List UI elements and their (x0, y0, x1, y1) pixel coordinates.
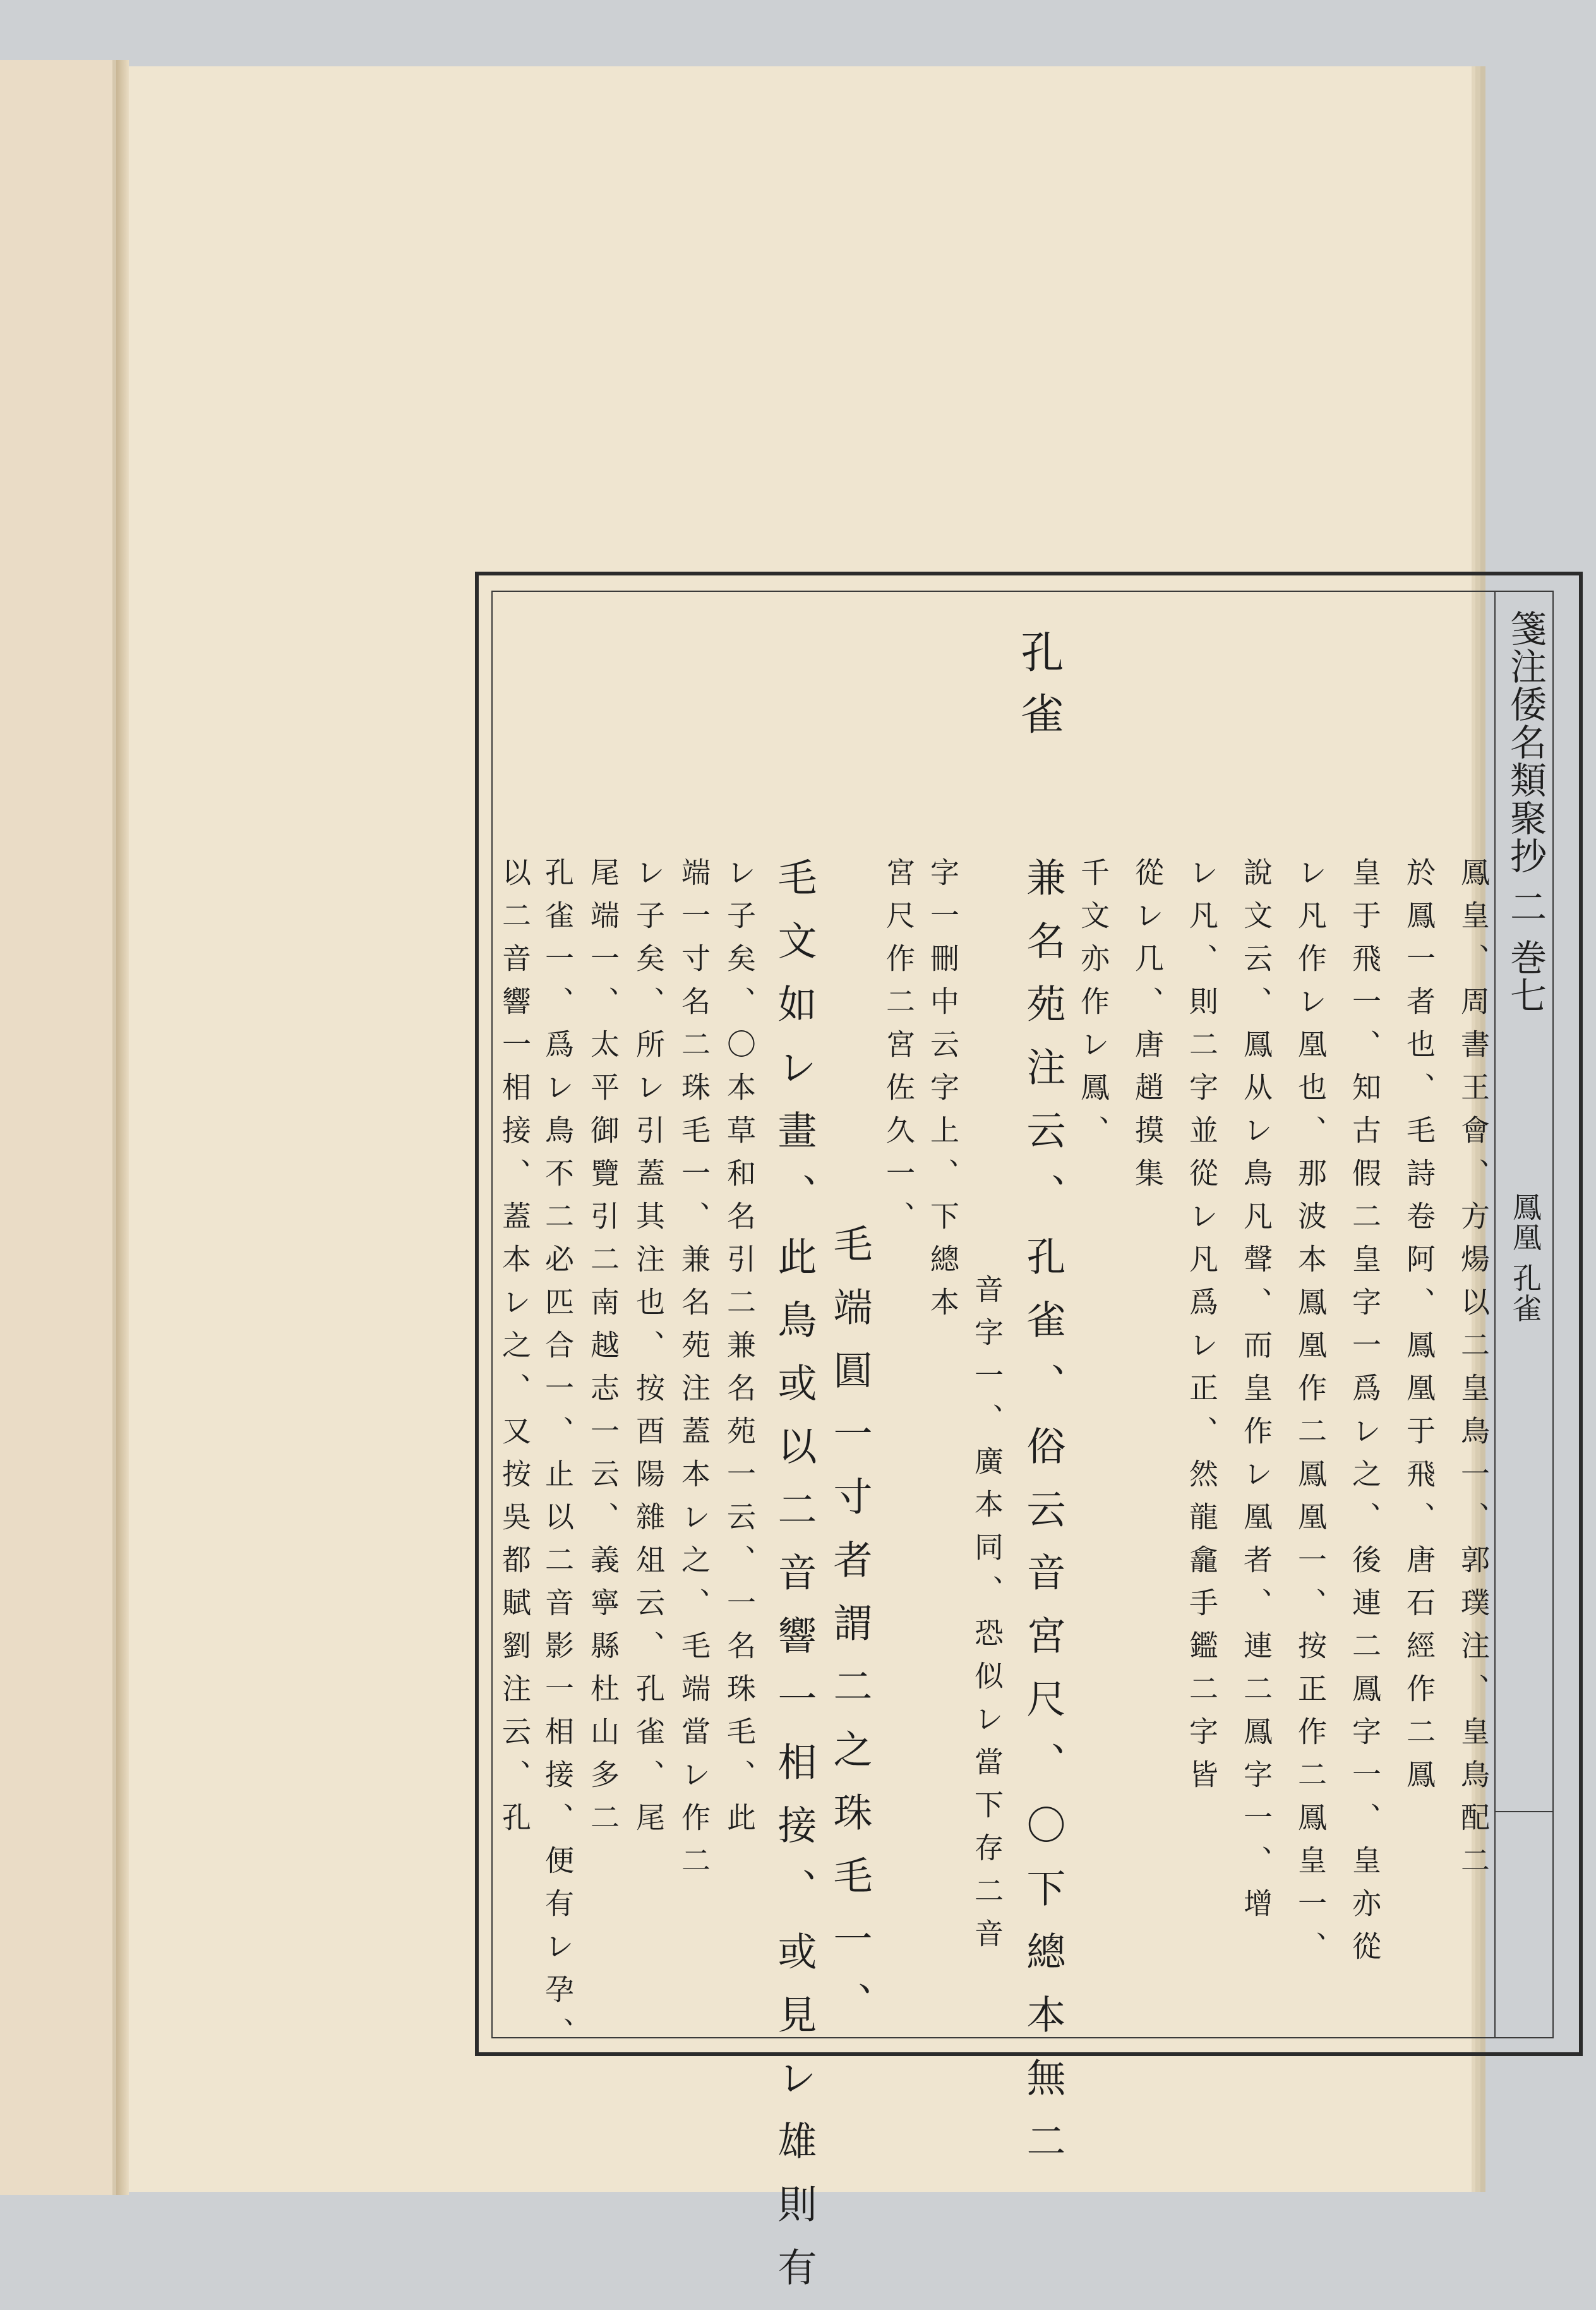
text-column-5: 說文云、鳳从レ鳥凡聲、而皇作レ凰者、連二鳳字一、增 (1239, 857, 1273, 1931)
running-subtitle: 鳳凰 孔雀 (1508, 1192, 1542, 1324)
text-column-16: 端一寸名二珠毛一、兼名苑注蓋本レ之、毛端當レ作二 (677, 857, 711, 1888)
text-frame (475, 572, 1583, 2310)
text-column-9: 兼名苑注云、孔雀、俗云音宮尺、〇下總本無二 (1020, 857, 1066, 2184)
text-column-14: 毛文如レ畫、此鳥或以二音響一相接、或見レ雄則有 (771, 857, 817, 2310)
text-column-15: レ子矣、〇本草和名引二兼名苑一云、一名珠毛、此 (723, 857, 757, 1845)
left-page (0, 60, 116, 2195)
text-column-6: レ凡、則二字並從レ凡爲レ正、然龍龕手鑑二字皆 (1185, 857, 1219, 1802)
text-column-7: 從レ几、唐趙摸集 (1131, 857, 1165, 1201)
running-title: 箋注倭名類聚抄 二 巻七 (1504, 610, 1547, 1014)
text-column-13: 毛端圓一寸者謂二之珠毛一、 (827, 1224, 873, 2045)
text-column-1: 鳳皇、周書王會、方煬以二皇鳥一、郭璞注、皇鳥配二 (1456, 857, 1491, 1888)
header-divider (1496, 1811, 1552, 1812)
text-column-4: レ凡作レ凰也、那波本鳳凰作二鳳凰一、按正作二鳳皇一、 (1293, 857, 1328, 1974)
text-column-3: 皇于飛一、知古假二皇字一爲レ之、後連二鳳字一、皇亦從 (1348, 857, 1382, 1974)
section-heading: 孔雀 (1014, 630, 1064, 754)
running-header-column (1494, 592, 1552, 2037)
text-column-10: 音字一、廣本同、恐似レ當下存二音 (970, 1274, 1004, 1961)
right-page (129, 66, 1547, 2310)
text-column-8: 千文亦作レ鳳、 (1076, 857, 1110, 1158)
text-column-18: 尾端一、太平御覽引二南越志一云、義寧縣杜山多二 (586, 857, 620, 1845)
inner-frame (491, 591, 1554, 2310)
text-column-11: 字一刪中云字上、下總本 (926, 857, 960, 1330)
book-binding (116, 60, 129, 2195)
text-column-19: 孔雀一、爲レ鳥不二必匹合一、止以二音影一相接、便有レ孕、 (541, 857, 575, 2060)
text-column-2: 於鳳一者也、毛詩卷阿、鳳凰于飛、唐石經作二鳳 (1402, 857, 1436, 1802)
text-column-17: レ子矣、所レ引蓋其注也、按酉陽雜俎云、孔雀、尾 (632, 857, 666, 1845)
text-column-12: 宮尺作二宮佐久一、 (882, 857, 916, 1244)
text-column-20: 以二音響一相接、蓋本レ之、又按吳都賦劉注云、孔 (498, 857, 532, 1845)
